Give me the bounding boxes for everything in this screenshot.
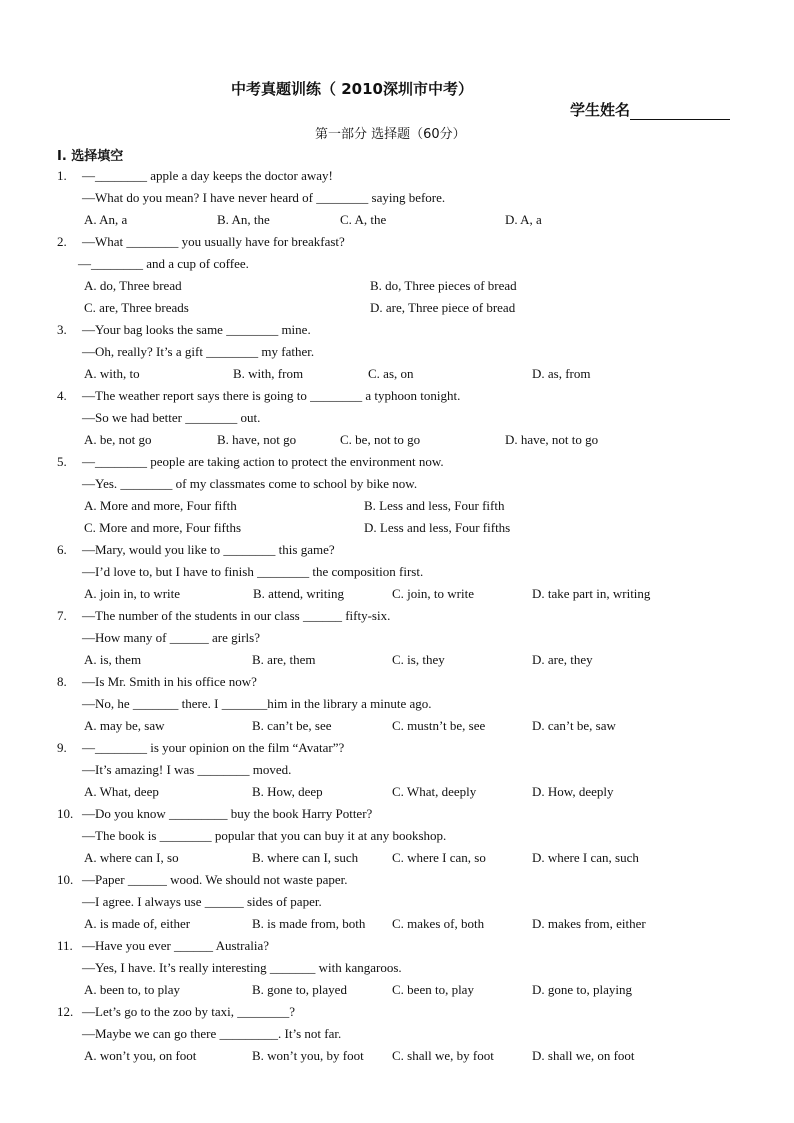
question-number: 6. [57,542,67,557]
question-number: 10. [57,872,74,887]
answer-option[interactable]: B. won’t you, by foot [252,1048,364,1063]
question-item [0,935,794,1001]
options-row [0,583,794,605]
section-title: I. 选择填空 [57,149,124,164]
question-response: —Oh, really? It’s a gift ________ my father. [82,344,315,359]
question-stem: —Have you ever ______ Australia? [82,938,270,953]
answer-option[interactable]: D. where I can, such [532,850,639,865]
question-line [0,539,794,561]
answer-option[interactable]: C. More and more, Four fifths [84,520,242,535]
answer-option[interactable]: B. is made from, both [252,916,366,931]
question-number: 7. [57,608,67,623]
question-stem: —Let’s go to the zoo by taxi, ________? [82,1004,296,1019]
options-row [0,209,794,231]
question-number: 9. [57,740,67,755]
question-line [0,671,794,693]
question-response: —Yes, I have. It’s really interesting _______ with kangaroos. [82,960,402,975]
question-line [0,231,794,253]
answer-option[interactable]: D. as, from [532,366,591,381]
question-stem: —________ apple a day keeps the doctor away! [82,168,333,183]
question-line [0,803,794,825]
answer-option[interactable]: A. More and more, Four fifth [84,498,237,513]
question-response-line [0,407,794,429]
question-item [0,539,794,605]
answer-option[interactable]: C. mustn’t be, see [392,718,486,733]
question-line [0,935,794,957]
answer-option[interactable]: D. makes from, either [532,916,646,931]
answer-option[interactable]: A. be, not go [84,432,152,447]
answer-option[interactable]: A. with, to [84,366,140,381]
answer-option[interactable]: A. join in, to write [84,586,181,601]
answer-option[interactable]: C. be, not to go [340,432,421,447]
question-stem: —Do you know _________ buy the book Harry Potter? [82,806,373,821]
student-name-label: 学生姓名 [570,101,631,119]
options-row [0,363,794,385]
question-stem: —What ________ you usually have for breakfast? [82,234,345,249]
options-row [0,649,794,671]
answer-option[interactable]: D. are, they [532,652,593,667]
options-row [0,275,794,297]
answer-option[interactable]: B. can’t be, see [252,718,332,733]
answer-option[interactable]: B. attend, writing [253,586,344,601]
options-row [0,1045,794,1067]
question-line [0,869,794,891]
answer-option[interactable]: C. join, to write [392,586,474,601]
answer-option[interactable]: A. won’t you, on foot [84,1048,197,1063]
answer-option[interactable]: C. been to, play [392,982,474,997]
question-response: —Maybe we can go there _________. It’s not far. [82,1026,342,1041]
answer-option[interactable]: A. What, deep [84,784,159,799]
options-row [0,429,794,451]
answer-option[interactable]: C. makes of, both [392,916,485,931]
question-line [0,737,794,759]
question-line [0,1001,794,1023]
options-row [0,979,794,1001]
answer-option[interactable]: B. where can I, such [252,850,359,865]
question-response-line [0,187,794,209]
question-response: —I’d love to, but I have to finish ________ the composition first. [82,564,424,579]
question-response: —What do you mean? I have never heard of ________ saying before. [82,190,446,205]
question-line [0,385,794,407]
question-list [0,165,794,1067]
answer-option[interactable]: C. are, Three breads [84,300,189,315]
question-response-line [0,341,794,363]
question-response: —________ and a cup of coffee. [78,256,249,271]
answer-option[interactable]: C. What, deeply [392,784,477,799]
question-item [0,385,794,451]
question-item [0,671,794,737]
options-row [0,715,794,737]
student-name-blank[interactable] [630,105,730,120]
question-line [0,319,794,341]
question-response-line [0,561,794,583]
student-name-field [570,99,730,120]
question-response-line [0,693,794,715]
question-response: —I agree. I always use ______ sides of paper. [82,894,322,909]
answer-option[interactable]: D. are, Three piece of bread [370,300,516,315]
answer-option[interactable]: C. as, on [368,366,414,381]
question-response-line [0,759,794,781]
question-number: 12. [57,1004,74,1019]
options-row [0,495,794,517]
question-stem: —Paper ______ wood. We should not waste paper. [82,872,348,887]
answer-option[interactable]: D. Less and less, Four fifths [364,520,511,535]
question-item [0,1001,794,1067]
question-line [0,605,794,627]
answer-option[interactable]: A. may be, saw [84,718,165,733]
question-line [0,165,794,187]
question-stem: —The number of the students in our class ______ fifty-six. [82,608,391,623]
options-row [0,297,794,319]
answer-option[interactable]: D. take part in, writing [532,586,651,601]
question-number: 8. [57,674,67,689]
question-item [0,605,794,671]
question-response: —It’s amazing! I was ________ moved. [82,762,292,777]
question-number: 11. [57,938,73,953]
answer-option[interactable]: B. have, not go [217,432,297,447]
question-stem: —Is Mr. Smith in his office now? [82,674,257,689]
question-response-line [0,825,794,847]
options-row [0,913,794,935]
question-stem: —Your bag looks the same ________ mine. [82,322,311,337]
question-number: 10. [57,806,74,821]
page-title: 中考真题训练（ 2010深圳市中考） [231,80,473,98]
question-item [0,451,794,539]
answer-option[interactable]: D. gone to, playing [532,982,633,997]
question-response: —Yes. ________ of my classmates come to school by bike now. [82,476,418,491]
question-item [0,165,794,231]
question-response-line [0,957,794,979]
answer-option[interactable]: D. shall we, on foot [532,1048,635,1063]
answer-option[interactable]: B. with, from [233,366,304,381]
answer-option[interactable]: A. An, a [84,212,128,227]
question-stem: —________ is your opinion on the film “Avatar”? [82,740,345,755]
question-item [0,869,794,935]
question-response-line [0,253,794,275]
question-stem: —The weather report says there is going to ________ a typhoon tonight. [82,388,461,403]
answer-option[interactable]: C. where I can, so [392,850,486,865]
question-response: —No, he _______ there. I _______him in the library a minute ago. [82,696,432,711]
question-item [0,319,794,385]
question-number: 3. [57,322,67,337]
answer-option[interactable]: D. A, a [505,212,542,227]
answer-option[interactable]: A. where can I, so [84,850,179,865]
answer-option[interactable]: B. How, deep [252,784,323,799]
question-response-line [0,473,794,495]
question-number: 2. [57,234,67,249]
answer-option[interactable]: A. been to, to play [84,982,181,997]
answer-option[interactable]: D. can’t be, saw [532,718,616,733]
question-number: 4. [57,388,67,403]
question-item [0,803,794,869]
question-response-line [0,1023,794,1045]
answer-option[interactable]: B. are, them [252,652,316,667]
answer-option[interactable]: C. is, they [392,652,445,667]
options-row [0,517,794,539]
question-response: —So we had better ________ out. [82,410,261,425]
question-response: —The book is ________ popular that you can buy it at any bookshop. [82,828,447,843]
answer-option[interactable]: C. A, the [340,212,387,227]
question-item [0,737,794,803]
question-number: 5. [57,454,67,469]
answer-option[interactable]: B. gone to, played [252,982,347,997]
answer-option[interactable]: D. How, deeply [532,784,614,799]
answer-option[interactable]: A. is made of, either [84,916,191,931]
question-stem: —Mary, would you like to ________ this game? [82,542,335,557]
question-stem: —________ people are taking action to protect the environment now. [82,454,444,469]
question-line [0,451,794,473]
question-item [0,231,794,319]
question-response: —How many of ______ are girls? [82,630,260,645]
question-response-line [0,891,794,913]
question-number: 1. [57,168,67,183]
options-row [0,781,794,803]
answer-option[interactable]: B. An, the [217,212,270,227]
answer-option[interactable]: A. do, Three bread [84,278,182,293]
answer-option[interactable]: D. have, not to go [505,432,599,447]
question-response-line [0,627,794,649]
answer-option[interactable]: A. is, them [84,652,142,667]
answer-option[interactable]: C. shall we, by foot [392,1048,494,1063]
answer-option[interactable]: B. do, Three pieces of bread [370,278,517,293]
part-title: 第一部分 选择题（60分） [315,127,466,142]
answer-option[interactable]: B. Less and less, Four fifth [364,498,505,513]
options-row [0,847,794,869]
